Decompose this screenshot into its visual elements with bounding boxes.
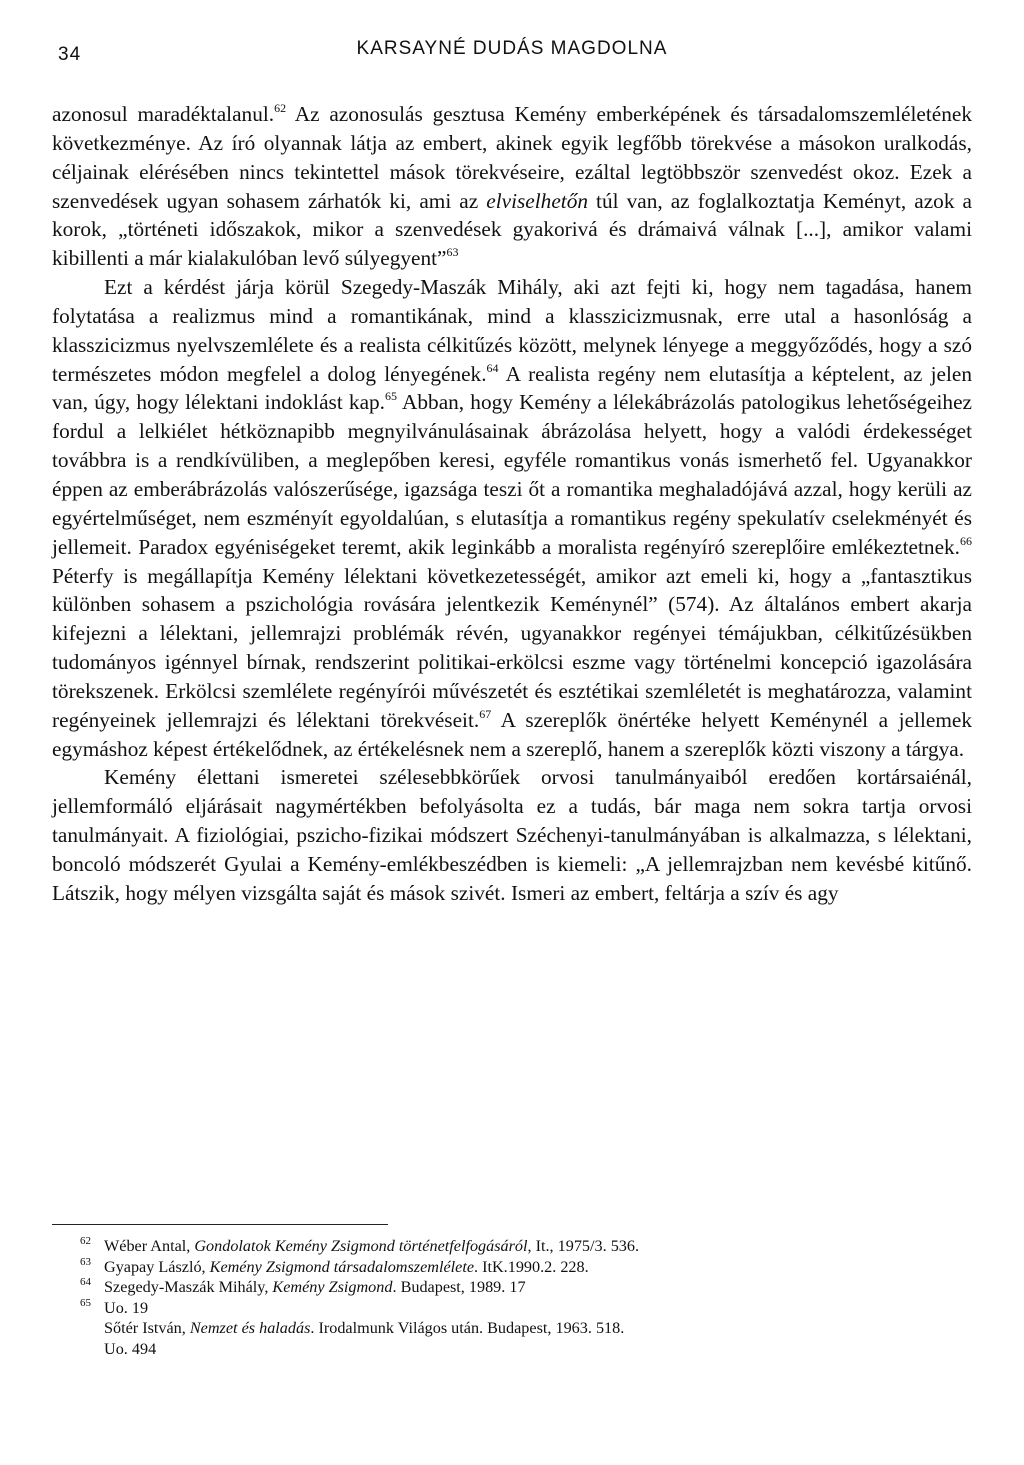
- footnote-ref-66: 66: [960, 533, 972, 548]
- footnote: [80, 1296, 964, 1319]
- paragraph-text: Abban, hogy Kemény a lélekábrázolás patologikus lehetőségeihez fordul a lelkiélet hétköznapibb megnyilvánulásainak ábrázolása helyett, hogy a valódi érdekességet továbbra is a rendkívüliben, a meglepőben keresi, egyféle romantikus vonás ismerhető fel. Ugyanakkor éppen az emberábrázolás valószerűsége, igazsága teszi őt a romantika meghaladójává azzal, hogy kerüli az egyértelműséget, nem eszményít egyoldalúan, s elutasítja a romantikus regény spekulatív cselekményét és jellemeit. Paradox egyéniségeket teremt, akik leginkább a moralista regényíró szereplőire emlékeztetnek.: [52, 390, 972, 559]
- footnote-text: Uo. 19: [104, 1298, 149, 1317]
- footnote-ref-64: 64: [486, 360, 499, 375]
- paragraph-1: [52, 100, 972, 273]
- footnote-ref-65: 65: [385, 389, 397, 404]
- footnote-divider: [52, 1224, 388, 1225]
- footnote-text: Uo. 494: [104, 1339, 157, 1358]
- footnote-text: . Budapest, 1989. 17: [392, 1278, 526, 1296]
- footnote: [80, 1235, 964, 1257]
- footnote-text: . Irodalmunk Világos után. Budapest, 1963. 518.: [310, 1319, 625, 1337]
- footnote-text: . ItK.1990.2. 228.: [474, 1257, 589, 1276]
- footnote-ref-67: 67: [479, 706, 492, 721]
- footnote: [80, 1276, 964, 1298]
- footnotes: [80, 1235, 964, 1359]
- footnote-ref-62: 62: [274, 101, 287, 115]
- italic-term: elviselhetőn: [486, 188, 588, 213]
- paragraph-2: [52, 273, 972, 763]
- paragraph-text: Az azonosulás gesztusa Kemény emberképének és társadalomszemléletének következménye. Az író olyannak látja az embert, akinek egyik legfőbb törekvése a másokon uralkodás, céljainak elérésében nincs tekintettel mások törekvéseire, ezáltal legtöbbször szenvedést okoz. Ezek a szenvedések ugyan sohasem zárhatók ki, ami az: [52, 102, 972, 213]
- running-head: KARSAYNÉ DUDÁS MAGDOLNA: [356, 38, 668, 59]
- footnote-title: Nemzet és haladás: [189, 1319, 311, 1337]
- footnote-text: Gyapay László,: [104, 1257, 210, 1276]
- footnote: [80, 1255, 964, 1278]
- paragraph-text: Kemény élettani ismeretei szélesebbkörűek orvosi tanulmányaiból eredően kortársaiénál, jellemformáló eljárásait nagymértékben befolyásolta ez a tudás, bár maga nem sokra tartja orvosi tanulmányait. A fiziológiai, pszicho-fizikai módszert Széchenyi-tanulmányában is alkalmazza, s lélektani, boncoló módszerét Gyulai a Kemény-emlékbeszédben is kiemeli: „A jellemrajzban nem kevésbé kitűnő. Látszik, hogy mélyen vizsgálta saját és mások szivét. Ismeri az embert, feltárja a szív és agy: [52, 765, 972, 905]
- footnote: [104, 1339, 964, 1360]
- footnote-ref-63: 63: [446, 245, 459, 260]
- footnote-text: , It., 1975/3. 536.: [527, 1237, 640, 1255]
- page-header: [52, 36, 972, 66]
- footnote-number: 65: [80, 1296, 91, 1309]
- paragraph-3: [52, 763, 972, 907]
- paragraph-text: A szereplők önértéke helyett Keménynél a jellemek egymáshoz képest értékelődnek, az értékelésnek nem a szereplő, hanem a szereplők közti viszony a tárgya.: [52, 707, 972, 761]
- paragraph-text: Péterfy is megállapítja Kemény lélektani következetességét, amikor azt emeli ki, hogy a „fantasztikus különben sohasem a pszichológia rovására jelentkezik Keménynél” (574). Az általános embert akarja kifejezni a lélektani, jellemrajzi problémák révén, ugyanakkor regényei témájukban, célkitűzésükben tudományos igénnyel bírnak, rendszerint politikai-erkölcsi eszme vagy történelmi koncepció igazolására törekszenek. Erkölcsi szemlélete regényírói művészetét és esztétikai szemléletét is meghatározza, valamint regényeinek jellemrajzi és lélektani törekvéseit.: [52, 563, 972, 732]
- footnote-title: Kemény Zsigmond: [272, 1278, 393, 1296]
- footnote-text: Wéber Antal,: [104, 1237, 195, 1255]
- footnote-title: Kemény Zsigmond társadalomszemlélete: [209, 1257, 475, 1276]
- footnote-text: Szegedy-Maszák Mihály,: [104, 1278, 273, 1296]
- page-number: 34: [58, 44, 82, 65]
- footnote: [104, 1318, 964, 1339]
- footnote-number: 62: [80, 1235, 91, 1247]
- footnote-number: 64: [80, 1276, 91, 1288]
- paragraph-text: azonosul maradéktalanul.: [52, 102, 275, 126]
- footnote-title: Gondolatok Kemény Zsigmond történetfelfogásáról: [194, 1237, 528, 1255]
- paragraph-text: A realista regény nem elutasítja a képtelent, az jelen van, úgy, hogy lélektani indoklást kap.: [52, 361, 972, 415]
- paragraph-text: Ezt a kérdést járja körül Szegedy-Maszák Mihály, aki azt fejti ki, hogy nem tagadása, hanem folytatása a realizmus mind a romantikának, mind a klasszicizmusnak, erre utal a hasonlóság a klasszicizmus nyelvszemlélete és a realista célkitűzés között, melynek lényege a meggyőződés, hogy a szó természetes módon megfelel a dolog lényegének.: [52, 275, 972, 386]
- footnote-number: 63: [80, 1255, 91, 1268]
- footnote-text: Sőtér István,: [104, 1319, 190, 1337]
- body-text: [52, 100, 972, 908]
- paragraph-text: túl van, az foglalkoztatja Keményt, azok a korok, „történeti időszakok, mikor a szenvedések gyakorivá és drámaivá válnak [...], amikor valami kibillenti a már kialakulóban levő súlyegyent”: [52, 188, 972, 271]
